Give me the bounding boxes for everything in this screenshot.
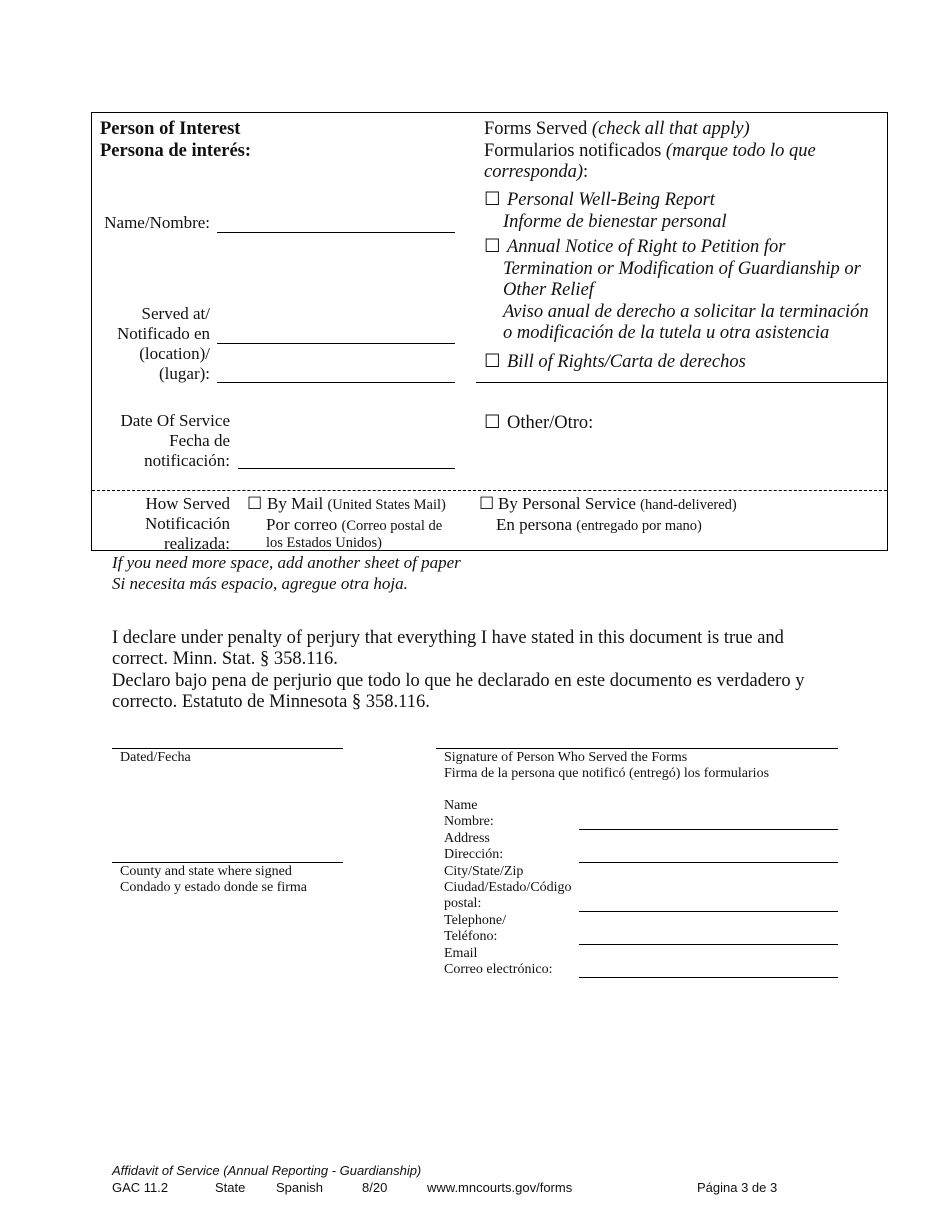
footer-url[interactable]: www.mncourts.gov/forms [427,1180,573,1195]
footer-language: Spanish [276,1180,323,1195]
how-served-label-3: realizada: [163,534,230,553]
declaration-line-4: correcto. Estatuto de Minnesota § 358.116. [112,692,430,712]
checkbox-well-being[interactable]: ☐ [484,190,501,210]
server-email-field[interactable] [579,977,838,978]
space-note-en: If you need more space, add another sheet of paper [112,553,461,572]
county-label-1: County and state where signed [120,864,292,879]
name-field[interactable] [217,232,455,233]
item-annual-notice-es-1: Aviso anual de derecho a solicitar la terminación [503,302,869,322]
date-label-2: Fecha de [169,431,230,450]
footer-state: State [215,1180,246,1195]
dated-field[interactable] [112,748,343,749]
item-annual-notice-es-2: o modificación de la tutela u otra asistencia [503,323,830,343]
item-annual-notice-en-3: Other Relief [503,280,594,300]
served-location-field-2[interactable] [217,382,455,383]
county-field[interactable] [112,862,343,863]
dated-label: Dated/Fecha [120,750,191,765]
server-city-field[interactable] [579,911,838,912]
server-phone-label-2: Teléfono: [444,929,498,944]
date-of-service-field[interactable] [238,468,455,469]
served-label-3: (location)/ [139,344,210,363]
server-city-label-1: City/State/Zip [444,864,524,879]
server-email-label-2: Correo electrónico: [444,962,553,977]
footer-date: 8/20 [362,1180,388,1195]
item-well-being-en: Personal Well-Being Report [507,190,715,210]
signature-label-1: Signature of Person Who Served the Forms [444,750,688,765]
declaration-line-2: correct. Minn. Stat. § 358.116. [112,649,338,669]
checkbox-by-mail[interactable]: ☐ [247,494,263,513]
forms-header-en: Forms Served (check all that apply) [484,119,750,139]
server-name-field[interactable] [579,829,838,830]
server-address-label-1: Address [444,831,490,846]
server-address-field[interactable] [579,862,838,863]
by-mail-en: By Mail (United States Mail) [267,494,446,513]
person-title-es: Persona de interés: [100,141,252,161]
checkbox-other[interactable]: ☐ [484,413,501,433]
how-served-label-1: How Served [145,494,230,513]
declaration-line-1: I declare under penalty of perjury that everything I have stated in this document is true and [112,628,784,648]
signature-label-2: Firma de la persona que notificó (entregó) los formularios [444,766,770,781]
how-served-label-2: Notificación [145,514,230,533]
signature-field[interactable] [436,748,838,749]
item-other: Other/Otro: [507,413,594,433]
checkbox-personal-service[interactable]: ☐ [479,494,495,513]
item-bill-of-rights: Bill of Rights/Carta de derechos [507,352,746,372]
date-label-3: notificación: [144,451,230,470]
item-annual-notice-en-1: Annual Notice of Right to Petition for [507,237,786,257]
server-city-label-3: postal: [444,896,482,911]
forms-header-es: Formularios notificados (marque todo lo que [484,141,816,161]
served-label-2: Notificado en [117,324,210,343]
server-address-label-2: Dirección: [444,847,504,862]
server-name-label-2: Nombre: [444,814,494,829]
served-location-field-1[interactable] [217,343,455,344]
personal-service-en: By Personal Service (hand-delivered) [498,494,737,513]
server-email-label-1: Email [444,946,478,961]
served-label-4: (lugar): [159,364,210,383]
server-city-label-2: Ciudad/Estado/Código [444,880,572,895]
forms-header-es-2: corresponda): [484,162,589,182]
personal-service-es: En persona (entregado por mano) [496,515,702,534]
space-note-es: Si necesita más espacio, agregue otra hoja. [112,574,408,593]
footer-title: Affidavit of Service (Annual Reporting - Guardianship) [112,1163,422,1178]
person-title-en: Person of Interest [100,119,241,139]
server-phone-field[interactable] [579,944,838,945]
footer-page-number: Página 3 de 3 [697,1180,778,1195]
checkbox-bill-of-rights[interactable]: ☐ [484,352,501,372]
name-label: Name/Nombre: [104,213,210,232]
item-well-being-es: Informe de bienestar personal [503,212,727,232]
county-label-2: Condado y estado donde se firma [120,880,308,895]
served-label-1: Served at/ [141,304,210,323]
by-mail-es: Por correo (Correo postal de [266,515,443,534]
checkbox-annual-notice[interactable]: ☐ [484,237,501,257]
declaration-line-3: Declaro bajo pena de perjurio que todo lo que he declarado en este documento es verdadero y [112,671,805,691]
footer-code: GAC 11.2 [112,1180,169,1195]
server-phone-label-1: Telephone/ [444,913,506,928]
server-name-label-1: Name [444,798,478,813]
by-mail-es-2: los Estados Unidos) [266,535,382,551]
item-annual-notice-en-2: Termination or Modification of Guardianship or [503,259,861,279]
date-label-1: Date Of Service [120,411,230,430]
